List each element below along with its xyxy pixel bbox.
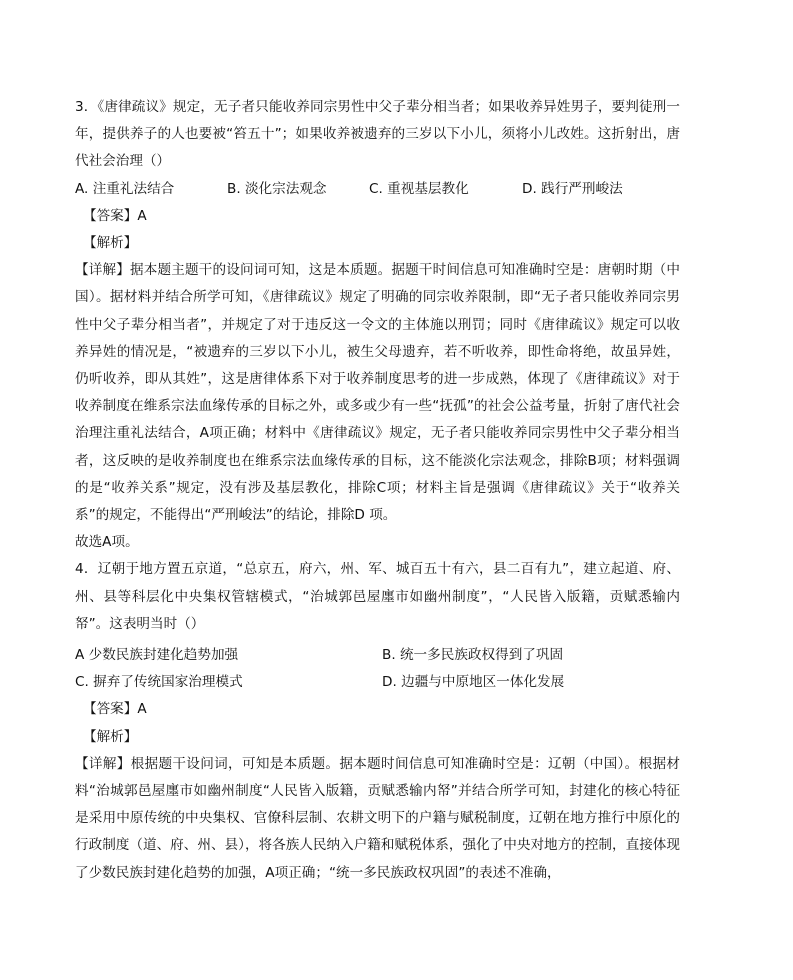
- q4-option-d: D. 边疆与中原地区一体化发展: [382, 674, 565, 691]
- q3-option-d: D. 践行严刑峻法: [522, 180, 623, 197]
- q4-answer: 【答案】A: [83, 701, 147, 718]
- document-content: [75, 94, 680, 887]
- q3-stem: 3．《唐律疏议》规定，无子者只能收养同宗男性中父子辈分相当者；如果收养异姓男子，要判徒刑一年，提供养子的人也要被“笞五十”；如果收养被遗弃的三岁以下小儿，须将小儿改姓。这折射出，唐代社会治理（）: [75, 99, 680, 170]
- q3-option-a: A. 注重礼法结合: [75, 180, 175, 197]
- q3-analysis-label: 【解析】: [83, 235, 138, 251]
- q4-detail: 【详解】根据题干设问词，可知是本质题。据本题时间信息可知准确时空是：辽朝（中国）。根据材料“治城郭邑屋廛市如幽州制度“人民皆入版籍，贡赋悉输内帑”并结合所学可知，封建化的核心特征是采用中原传统的中央集权、官僚科层制、农耕文明下的户籍与赋税制度，辽朝在地方推行中原化的行政制度（道、府、州、县），将各族人民纳入户籍和赋税体系，强化了中央对地方的控制，直接体现了少数民族封建化趋势的加强，A项正确；“统一多民族政权巩固”的表述不准确，: [75, 755, 680, 881]
- q4-option-b: B. 统一多民族政权得到了巩固: [382, 647, 564, 664]
- q4-stem: 4．辽朝于地方置五京道，“总京五，府六，州、军、城百五十有六，县二百有九”，建立起道、府、州、县等科层化中央集权管辖模式，“治城郭邑屋廛市如幽州制度”，“人民皆入版籍，贡赋悉输内帑”。这表明当时（）: [75, 561, 680, 632]
- q3-conclusion: 故选A项。: [75, 534, 139, 551]
- q4-options-row-1: [75, 642, 680, 669]
- q4-analysis-label: 【解析】: [83, 728, 138, 745]
- q3-options: [75, 176, 680, 203]
- q3-option-c: C. 重视基层教化: [369, 180, 469, 197]
- q4-options-row-2: [75, 669, 680, 696]
- q4-option-c: C. 摒弃了传统国家治理模式: [75, 674, 243, 691]
- q3-answer: 【答案】A: [83, 207, 147, 224]
- q3-detail: 【详解】据本题主题干的设问词可知，这是本质题。据题干时间信息可知准确时空是：唐朝时期（中国）。据材料并结合所学可知，《唐律疏议》规定了明确的同宗收养限制，即“无子者只能收养同宗男性中父子辈分相当者”，并规定了对于违反这一令文的主体施以刑罚；同时《唐律疏议》规定可以收养异姓的情况是，“被遗弃的三岁以下小儿，被生父母遗弃，若不听收养，即性命将绝，故虽异姓，仍听收养，即从其姓”，这是唐律体系下对于收养制度思考的进一步成熟，体现了《唐律疏议》对于收养制度在维系宗法血缘传承的目标之外，或多或少有一些“抚孤”的社会公益考量，折射了唐代社会治理注重礼法结合，A项正确；材料中《唐律疏议》规定，无子者只能收养同宗男性中父子辈分相当者，这反映的是收养制度也在维系宗法血缘传承的目标，这不能淡化宗法观念，排除B项；材料强调的是“收养关系”规定，没有涉及基层教化，排除C项；材料主旨是强调《唐律疏议》关于“收养关系”的规定，不能得出“严刑峻法”的结论，排除D 项。: [75, 262, 680, 524]
- q4-option-a: A 少数民族封建化趋势加强: [75, 647, 239, 664]
- q3-option-b: B. 淡化宗法观念: [227, 180, 327, 197]
